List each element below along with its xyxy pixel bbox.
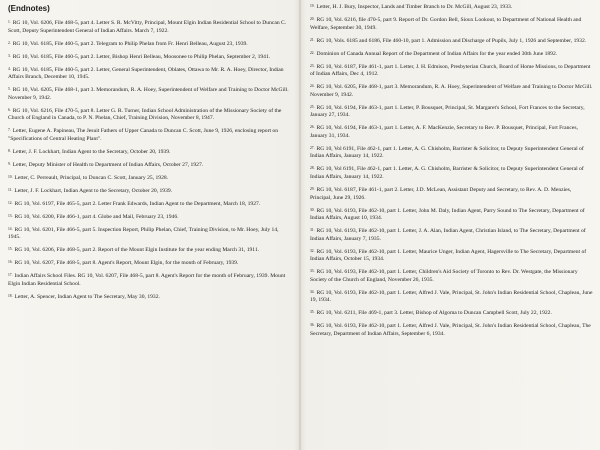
endnote-number: 12.	[8, 200, 13, 205]
endnote-item	[310, 17, 594, 32]
endnote-item	[310, 84, 594, 99]
endnote-item	[8, 294, 292, 302]
endnote-number: 26.	[310, 125, 315, 130]
endnote-item	[8, 260, 292, 268]
endnote-item	[8, 41, 292, 49]
endnote-text: RG 10, Vol 6191, File 462-1, part 1. Letter, A. G. Chisholm, Barrister & Solicitor, to Deputy Superintendent General of Indian Affairs, January 14, 1922.	[310, 166, 584, 181]
endnote-number: 27.	[310, 145, 315, 150]
endnote-number: 1.	[8, 20, 11, 24]
endnote-text: RG 10, Vol. 6216, File 470-5, part 8. Letter G. R. Turner, Indian School Administration of the Missionary Society of the Church of England in Canada, to P. N. Phelan, Chief, Training Division, November 8, 1947.	[8, 107, 282, 122]
endnote-text: RG 10, Vol. 6193, File 462-10, part 1. Letter, Alfred J. Vale, Principal, St. John's Indian Residential School, Chapleau, June 19, 1934.	[310, 289, 593, 304]
endnote-text: RG 10, Vol. 6207, File 468-5, part 8. Agent's Report, Mount Elgin, for the month of February, 1939.	[14, 260, 239, 267]
endnote-text: RG 10, Vol. 6193, File 462-10, part 1. Letter, Children's Aid Society of Toronto to Rev. Dr. Westgate, the Missionary Society of the Church of England, November 26, 1935.	[310, 269, 578, 283]
endnote-number: 15.	[8, 247, 13, 252]
endnote-text: RG 10, Vol. 6193, File 462-10, part 1. Letter, Alfred J. Vale, Principal, St. John's Indian Residential School, Chapleau, The Secretary, Department of Indian Affairs, September 6, 1934.	[310, 323, 591, 338]
endnote-number: 29.	[310, 187, 315, 191]
endnote-item	[310, 269, 594, 284]
endnote-item	[8, 214, 292, 222]
endnote-text: RG 10, Vol. 6205, File 468-1, part 3. Memorandum, R. A. Hoey, Superintendent of Welfare and Training to Doctor McGill. November 9, 1942.	[310, 84, 593, 98]
endnote-number: 25.	[310, 104, 315, 109]
endnote-number: 10.	[8, 174, 13, 179]
endnote-number: 6.	[8, 107, 11, 112]
endnote-number: 14.	[8, 226, 13, 231]
endnote-item	[310, 105, 594, 120]
endnote-number: 19.	[310, 4, 315, 8]
endnote-item	[8, 128, 292, 143]
endnote-text: RG 10, Vol. 6206, File 468-5, part 2. Report of the Mount Elgin Institute for the year ending March 31, 1911.	[14, 247, 260, 254]
endnote-item	[8, 247, 292, 255]
endnote-number: 18.	[8, 293, 13, 298]
endnote-number: 22.	[310, 50, 315, 55]
endnote-item	[310, 323, 594, 338]
left-endnote-list	[8, 20, 292, 301]
endnote-text: RG 10, Vol. 6194, File 463-1, part 1. Letter, A. F. MacKenzie, Secretary to Rev. P. Bousquet, Principal, Fort Frances, January 31, 1934.	[310, 125, 578, 139]
endnote-text: Letter, C. Perreault, Principal, to Duncan C. Scott, January 25, 1928.	[14, 174, 169, 181]
endnote-text: RG 10, Vol. 6193, File 462-10, part 1. Letter, Maurice Unger, Indian Agent, Hagersville to The Secretary, Department of Indian Affairs, October 15, 1934.	[310, 248, 587, 263]
endnote-number: 8.	[8, 148, 11, 153]
endnote-number: 21.	[310, 37, 315, 42]
endnote-item	[8, 227, 292, 242]
endnote-item	[8, 108, 292, 123]
endnote-text: RG 10, Vol. 6201, File 466-5, part 5. Inspection Report, Philip Phelan, Chief, Training Division, to Mr. Hoey, July 14, 1945.	[8, 226, 279, 241]
endnote-item	[310, 290, 594, 305]
right-endnote-list	[310, 4, 594, 339]
endnote-number: 32.	[310, 248, 315, 253]
endnote-number: 5.	[8, 87, 11, 92]
endnote-item	[310, 38, 594, 46]
endnote-number: 2.	[8, 40, 11, 45]
endnote-item	[310, 51, 594, 59]
endnote-number: 31.	[310, 228, 315, 233]
endnote-number: 17.	[8, 273, 13, 278]
endnote-number: 7.	[8, 128, 11, 133]
endnote-text: RG 10, Vol 6191, File 462-1, part 1. Letter, A. G. Chisholm, Barrister & Solicitor, to Deputy Superintendent General of Indian Affairs, January 14, 1922.	[310, 145, 584, 160]
endnote-text: RG 10, Vol. 6185, File 460-5, part 2. Letter, General Superintendent, Oblates, Ottawa to Mr. R. A. Hoey, Director, Indian Affairs Branch, December 10, 1945.	[8, 66, 284, 81]
endnote-item	[310, 208, 594, 223]
endnote-text: Letter, A. Spencer, Indian Agent to The Secretary, May 30, 1932.	[14, 293, 160, 300]
endnote-item	[310, 310, 594, 318]
endnote-number: 20.	[310, 16, 315, 21]
endnote-number: 24.	[310, 84, 315, 89]
endnote-item	[310, 249, 594, 264]
endnote-item	[8, 67, 292, 82]
endnote-item	[310, 146, 594, 161]
endnote-text: Indian Affairs School Files. RG 10, Vol. 6207, File 468-5, part 8. Agent's Report for the month of February, 1939. Mount Elgin Indian Residential School.	[8, 273, 286, 287]
endnote-item	[310, 166, 594, 181]
endnote-item	[8, 87, 292, 102]
endnote-text: RG 10, Vols. 6185 and 6186, File 460-10, part 1. Admission and Discharge of Pupils, July 1, 1926 and September, 1932.	[316, 37, 587, 44]
endnote-text: RG 10, Vol. 6194, File 463-1, part 1. Letter, P. Bousquet, Principal, St. Margaret's School, Fort Frances to the Secretary, January 27, 1934.	[310, 104, 585, 119]
endnote-number: 33.	[310, 269, 315, 274]
endnote-number: 30.	[310, 207, 315, 212]
endnote-item	[310, 228, 594, 243]
endnote-number: 23.	[310, 63, 315, 68]
endnote-item	[8, 175, 292, 183]
endnote-item	[310, 64, 594, 79]
endnote-item	[310, 4, 594, 12]
endnote-item	[8, 54, 292, 62]
endnote-number: 28.	[310, 166, 315, 171]
endnote-text: RG 10, Vol. 6200, File 466-1, part 4. Globe and Mail, February 23, 1946.	[14, 213, 179, 220]
endnote-text: Letter, J. F. Lockhart, Indian Agent to the Secretary, October 20, 1939.	[14, 187, 173, 194]
endnotes-heading: (Endnotes)	[8, 4, 50, 13]
endnote-item	[8, 188, 292, 196]
endnote-number: 3.	[8, 53, 11, 58]
endnote-text: RG 10, Vol. 6216, file 470-5, part 9. Report of Dr. Gordon Bell, Sioux Lookout, to Department of National Health and Welfare, September 30, 1949.	[310, 16, 582, 31]
endnote-item	[310, 125, 594, 140]
endnote-item	[8, 273, 292, 288]
endnote-number: 34.	[310, 289, 315, 294]
endnote-number: 35.	[310, 310, 315, 315]
endnote-text: RG 10, Vol. 6197, File 465-5, part 2. Letter Frank Edwards, Indian Agent to the Department, March 18, 1927.	[14, 200, 261, 207]
left-column	[8, 4, 292, 307]
endnote-item	[8, 149, 292, 157]
endnote-number: 16.	[8, 260, 13, 265]
endnote-number: 36.	[310, 323, 315, 328]
endnote-text: Letter, J. F. Lockhart, Indian Agent to the Secretary, October 20, 1939.	[12, 148, 171, 155]
endnote-text: RG 10, Vol. 6211, File 469-1, part 3. Letter, Bishop of Algoma to Duncan Campbell Scott, July 22, 1922.	[316, 310, 552, 317]
endnote-item	[8, 20, 292, 35]
endnote-text: RG 10, Vol. 6187, File 461-1, part 1. Letter, J. H. Edmison, Presbyterian Church, Board of Home Missions, to Department of Indian Affairs, Dec 4, 1912.	[310, 63, 591, 78]
endnote-item	[310, 187, 594, 202]
endnote-number: 9.	[8, 161, 11, 166]
endnote-text: Dominion of Canada Annual Report of the Department of Indian Affairs for the year ended 30th June 1892.	[316, 50, 558, 57]
endnote-text: RG 10, Vol. 6185, File 460-5, part 2. Telegram to Philip Phelan from Fr. Henri Belleau, August 23, 1939.	[12, 40, 248, 47]
endnote-text: Letter, Eugene A. Papineau, The Jesuit Fathers of Upper Canada to Duncan C. Scott, June 9, 1926, enclosing report on "Specifications of Central Heating Plant".	[8, 128, 279, 142]
endnote-item	[8, 162, 292, 170]
endnote-number: 13.	[8, 213, 13, 218]
endnote-item	[8, 201, 292, 209]
endnote-text: Letter, H. J. Bury, Inspector, Lands and Timber Branch to Dr. McGill, August 23, 1933.	[316, 4, 513, 10]
endnote-text: RG 10, Vol. 6193, File 462-10, part 1. Letter, J. A. Alan, Indian Agent, Christian Island, to The Secretary, Department of Indian Affairs, January 7, 1935.	[310, 228, 586, 242]
endnote-text: RG 10, Vol. 6205, File 468-1, part 3. Memorandum, R. A. Hoey, Superintendent of Welfare and Training to Doctor McGill. November 9, 1942.	[8, 87, 289, 101]
right-column	[310, 4, 594, 344]
endnote-text: Letter, Deputy Minister of Health to Department of Indian Affairs, October 27, 1927.	[12, 161, 204, 168]
endnote-text: RG 10, Vol. 6206, File 468-5, part 4. Letter S. R. McVitty, Principal, Mount Elgin Indian Residential School to Duncan C. Scott, Deputy Superintendent General of Indian Affairs. March 7, 1922.	[8, 20, 287, 34]
endnote-text: RG 10, Vol. 6185, File 460-5, part 2. Letter, Bishop Henri Belleau, Moosonee to Philip Phelan, September 2, 1941.	[12, 53, 271, 60]
endnote-number: 11.	[8, 187, 13, 192]
endnote-text: RG 10, Vol. 6193, File 462-10, part 1. Letter, John M. Daly, Indian Agent, Parry Sound to The Secretary, Department of Indian Affairs, August 10, 1934.	[310, 207, 585, 222]
page-gutter	[299, 0, 301, 450]
endnote-text: RG 10, Vol. 6187, File 461-1, part 2. Letter, J.D. McLean, Assistant Deputy and Secretary, to Rev. A. D. Menzies, Principal, June 29, 1926.	[310, 187, 572, 201]
endnote-number: 4.	[8, 66, 11, 71]
